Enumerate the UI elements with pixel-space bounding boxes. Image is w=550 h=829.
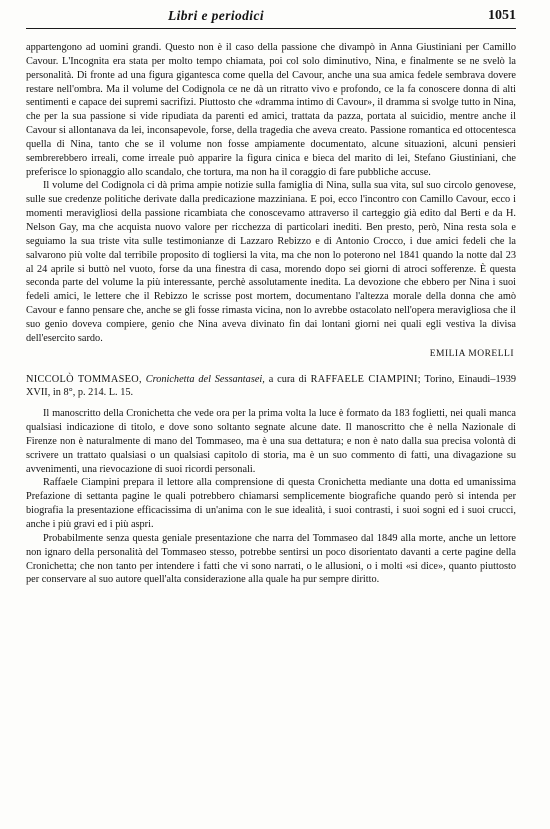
review-paragraph: Raffaele Ciampini prepara il lettore alla comprensione di questa Cronichetta mediante una dotta ed umanissima Prefazione di settanta pagine le quali potrebbero chiamarsi semplicemente biografiche quando però si intenda per biografia la presentazione efficacissima di un'anima con le sue idealità, i suoi contrasti, i suoi sogni ed i suoi crucci, anche i più gravi ed i più aspri. <box>26 477 516 530</box>
page-number: 1051 <box>488 8 516 23</box>
review-signature: EMILIA MORELLI <box>429 348 514 359</box>
book-heading <box>26 373 516 401</box>
running-head: Libri e periodici <box>167 8 265 23</box>
review-codignola <box>26 41 516 359</box>
page-header <box>26 8 516 29</box>
book-editor-prefix: a cura di <box>268 373 307 385</box>
book-imprint: Torino, Einaudi–1939 XVII, in 8°, p. 214. L. 15. <box>26 373 517 399</box>
book-title: Cronichetta del Sessantasei, <box>145 373 265 385</box>
review-paragraph: appartengono ad uomini grandi. Questo non è il caso della passione che divampò in Anna Giustiniani per Camillo Cavour. L'Incognita era stata per molto tempo chiamata, poi col solo diminutivo, Nina, e finalmente se ne svelò la personalità. Di fronte ad una figura gigantesca come quella del Cavour, anche una sua amica fedele sembrava dovere restare nell'ombra. Ma il volume del Codignola ce ne dà un ritratto vivo e profondo, ce la fa conoscere donna di alti sentimenti e capace dei supremi sacrifizi. Piuttosto che «dramma intimo di Cavour», il dramma si svolge tutto in Nina, che per la sua passione si vide ripudiata da parenti ed amici, trattata da pazza, portata al suicidio, mentre anche il Cavour si allontanava da lei, inconsapevole, forse, della tragedia che aveva creato. Passione romantica ed ottocentesca quella di Nina, tanto che se il volume non fosse ampiamente documentato, alcune situazioni, alcuni pensieri sembrerebbero irreali, come irreale può apparire la figura cinica e bieca del marito di lei, Stefano Giustiniani, che preferisce lo spionaggio allo scandalo, che tortura, ma non ha il coraggio di fare pubbliche accuse. <box>26 42 516 178</box>
review-paragraph: Il volume del Codignola ci dà prima ampie notizie sulla famiglia di Nina, sulla sua vita, sul suo circolo genovese, sulle sue credenze politiche derivate dalla predicazione mazziniana. E poi, ecco l'incontro con Camillo Cavour, ecco i momenti meravigliosi della passione ricambiata che conoscevamo attraverso il carteggio già edito dal Berti e da H. Nelson Gay, ma che acquista nuovo valore per ricchezza di particolari inediti. Ben presto, però, Nina resta sola e seguiamo la sua triste vita sulle testimonianze di Lazzaro Rebizzo e di Antonio Crocco, i due amici fedeli che la salvarono più volte dal terribile proposito di togliersi la vita, ma che non lo poterono nel 1841 quando la notte dal 23 al 24 aprile si buttò nel vuoto, forse da una finestra di casa, morendo dopo sei giorni di atroci sofferenze. È questa seconda parte del volume la più interessante, perchè assolutamente inedita. La devozione che ebbero per Nina i suoi fedeli amici, le lettere che il Rebizzo le scrisse post mortem, documentano l'altezza morale della donna che amò Cavour e fanno pensare che, anche se gli fosse rimasta vicina, non lo avrebbe ostacolato nell'opera meravigliosa che il suo genio doveva compiere, genio che Nina aveva divinato fin dai lontani giorni nei quali egli vestiva la divisa dell'esercito sardo. <box>26 180 516 344</box>
review-tommaseo <box>26 373 516 588</box>
review-paragraph: Probabilmente senza questa geniale presentazione che narra del Tommaseo dal 1849 alla morte, anche un lettore non ignaro della personalità del Tommaseo stesso, potrebbe sentirsi un poco disorientato davanti a certe pagine della Cronichetta; che non tanto per intendere i fatti che vi sono narrati, o le allusioni, o i molti «si dice», quanto piuttosto per conservare al suo autore quell'alta considerazione alla quale ha pur sempre diritto. <box>26 532 516 586</box>
book-editor: RAFFAELE CIAMPINI; <box>310 373 421 385</box>
book-author: NICCOLÒ TOMMASEO, <box>26 373 142 385</box>
review-paragraph: Il manoscritto della Cronichetta che vede ora per la prima volta la luce è formato da 183 foglietti, nei quali manca qualsiasi indicazione di titolo, e dove sono soltanto segnate alcune date. Il manoscritto che è nella Nazionale di Firenze non è naturalmente di mano del Tommaseo, ma è una sua dettatura; e non è nato dalla sua precisa volontà di scrivere un trattato qualsiasi o un qualsiasi capitolo di storia, ma è un suo commento di fatti, una divagazione su avvenimenti, una rievocazione di suoi ricordi personali. <box>26 408 516 475</box>
